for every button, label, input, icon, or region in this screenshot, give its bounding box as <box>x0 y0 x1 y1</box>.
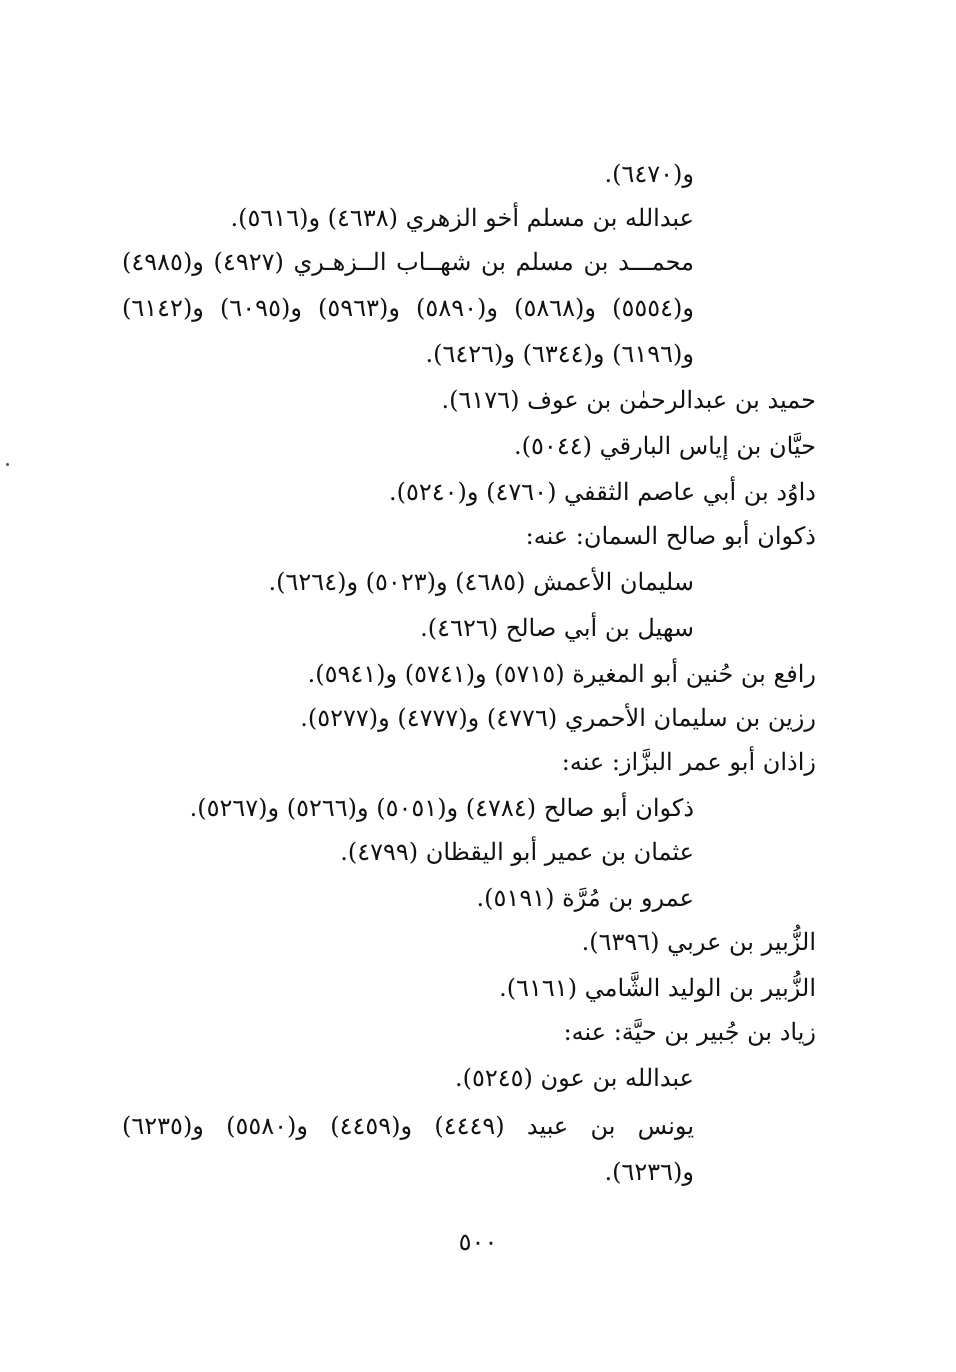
index-line: رافع بن حُنين أبو المغيرة (٥٧١٥) و(٥٧٤١) و(٥٩٤١). <box>307 660 816 688</box>
index-line: زياد بن جُبير بن حيَّة: عنه: <box>563 1018 816 1046</box>
index-line: سليمان الأعمش (٤٦٨٥) و(٥٠٢٣) و(٦٢٦٤). <box>268 568 694 596</box>
index-line: و(٦٢٣٦). <box>604 1158 694 1186</box>
index-line: عبدالله بن عون (٥٢٤٥). <box>454 1064 694 1092</box>
index-line: سهيل بن أبي صالح (٤٦٢٦). <box>420 614 694 642</box>
index-line: عمرو بن مُرَّة (٥١٩١). <box>476 884 694 912</box>
index-line: و(٦١٩٦) و(٦٣٤٤) و(٦٤٢٦). <box>425 340 694 368</box>
index-line: الزُّبير بن عربي (٦٣٩٦). <box>581 928 816 956</box>
index-line: محمـــد بن مسلم بن شهــاب الــزهـري (٤٩٢٧) و(٤٩٨٥) <box>122 248 694 276</box>
index-line: داوُد بن أبي عاصم الثقفي (٤٧٦٠) و(٥٢٤٠). <box>388 478 816 506</box>
index-line: عبدالله بن مسلم أخو الزهري (٤٦٣٨) و(٥٦١٦). <box>230 204 694 232</box>
index-line: زاذان أبو عمر البزَّاز: عنه: <box>561 748 816 776</box>
index-line: الزُّبير بن الوليد الشَّامي (٦١٦١). <box>499 974 816 1002</box>
index-line: ذكوان أبو صالح السمان: عنه: <box>525 522 816 550</box>
page-number: ٥٠٠ <box>458 1228 498 1256</box>
index-line: و(٦٤٧٠). <box>604 160 694 188</box>
index-line: رزين بن سليمان الأحمري (٤٧٧٦) و(٤٧٧٧) و(٥٢٧٧). <box>300 704 816 732</box>
index-line: حميد بن عبدالرحمٰن بن عوف (٦١٧٦). <box>441 386 816 414</box>
index-line: حيَّان بن إياس البارقي (٥٠٤٤). <box>514 432 816 460</box>
scan-speck <box>6 463 9 466</box>
index-line: يونس بن عبيد (٤٤٤٩) و(٤٤٥٩) و(٥٥٨٠) و(٦٢٣٥) <box>122 1112 694 1140</box>
index-line: ذكوان أبو صالح (٤٧٨٤) و(٥٠٥١) و(٥٢٦٦) و(٥٢٦٧). <box>189 794 694 822</box>
index-line: عثمان بن عمير أبو اليقظان (٤٧٩٩). <box>340 838 694 866</box>
index-line: و(٥٥٥٤) و(٥٨٦٨) و(٥٨٩٠) و(٥٩٦٣) و(٦٠٩٥) و(٦١٤٢) <box>122 294 694 322</box>
